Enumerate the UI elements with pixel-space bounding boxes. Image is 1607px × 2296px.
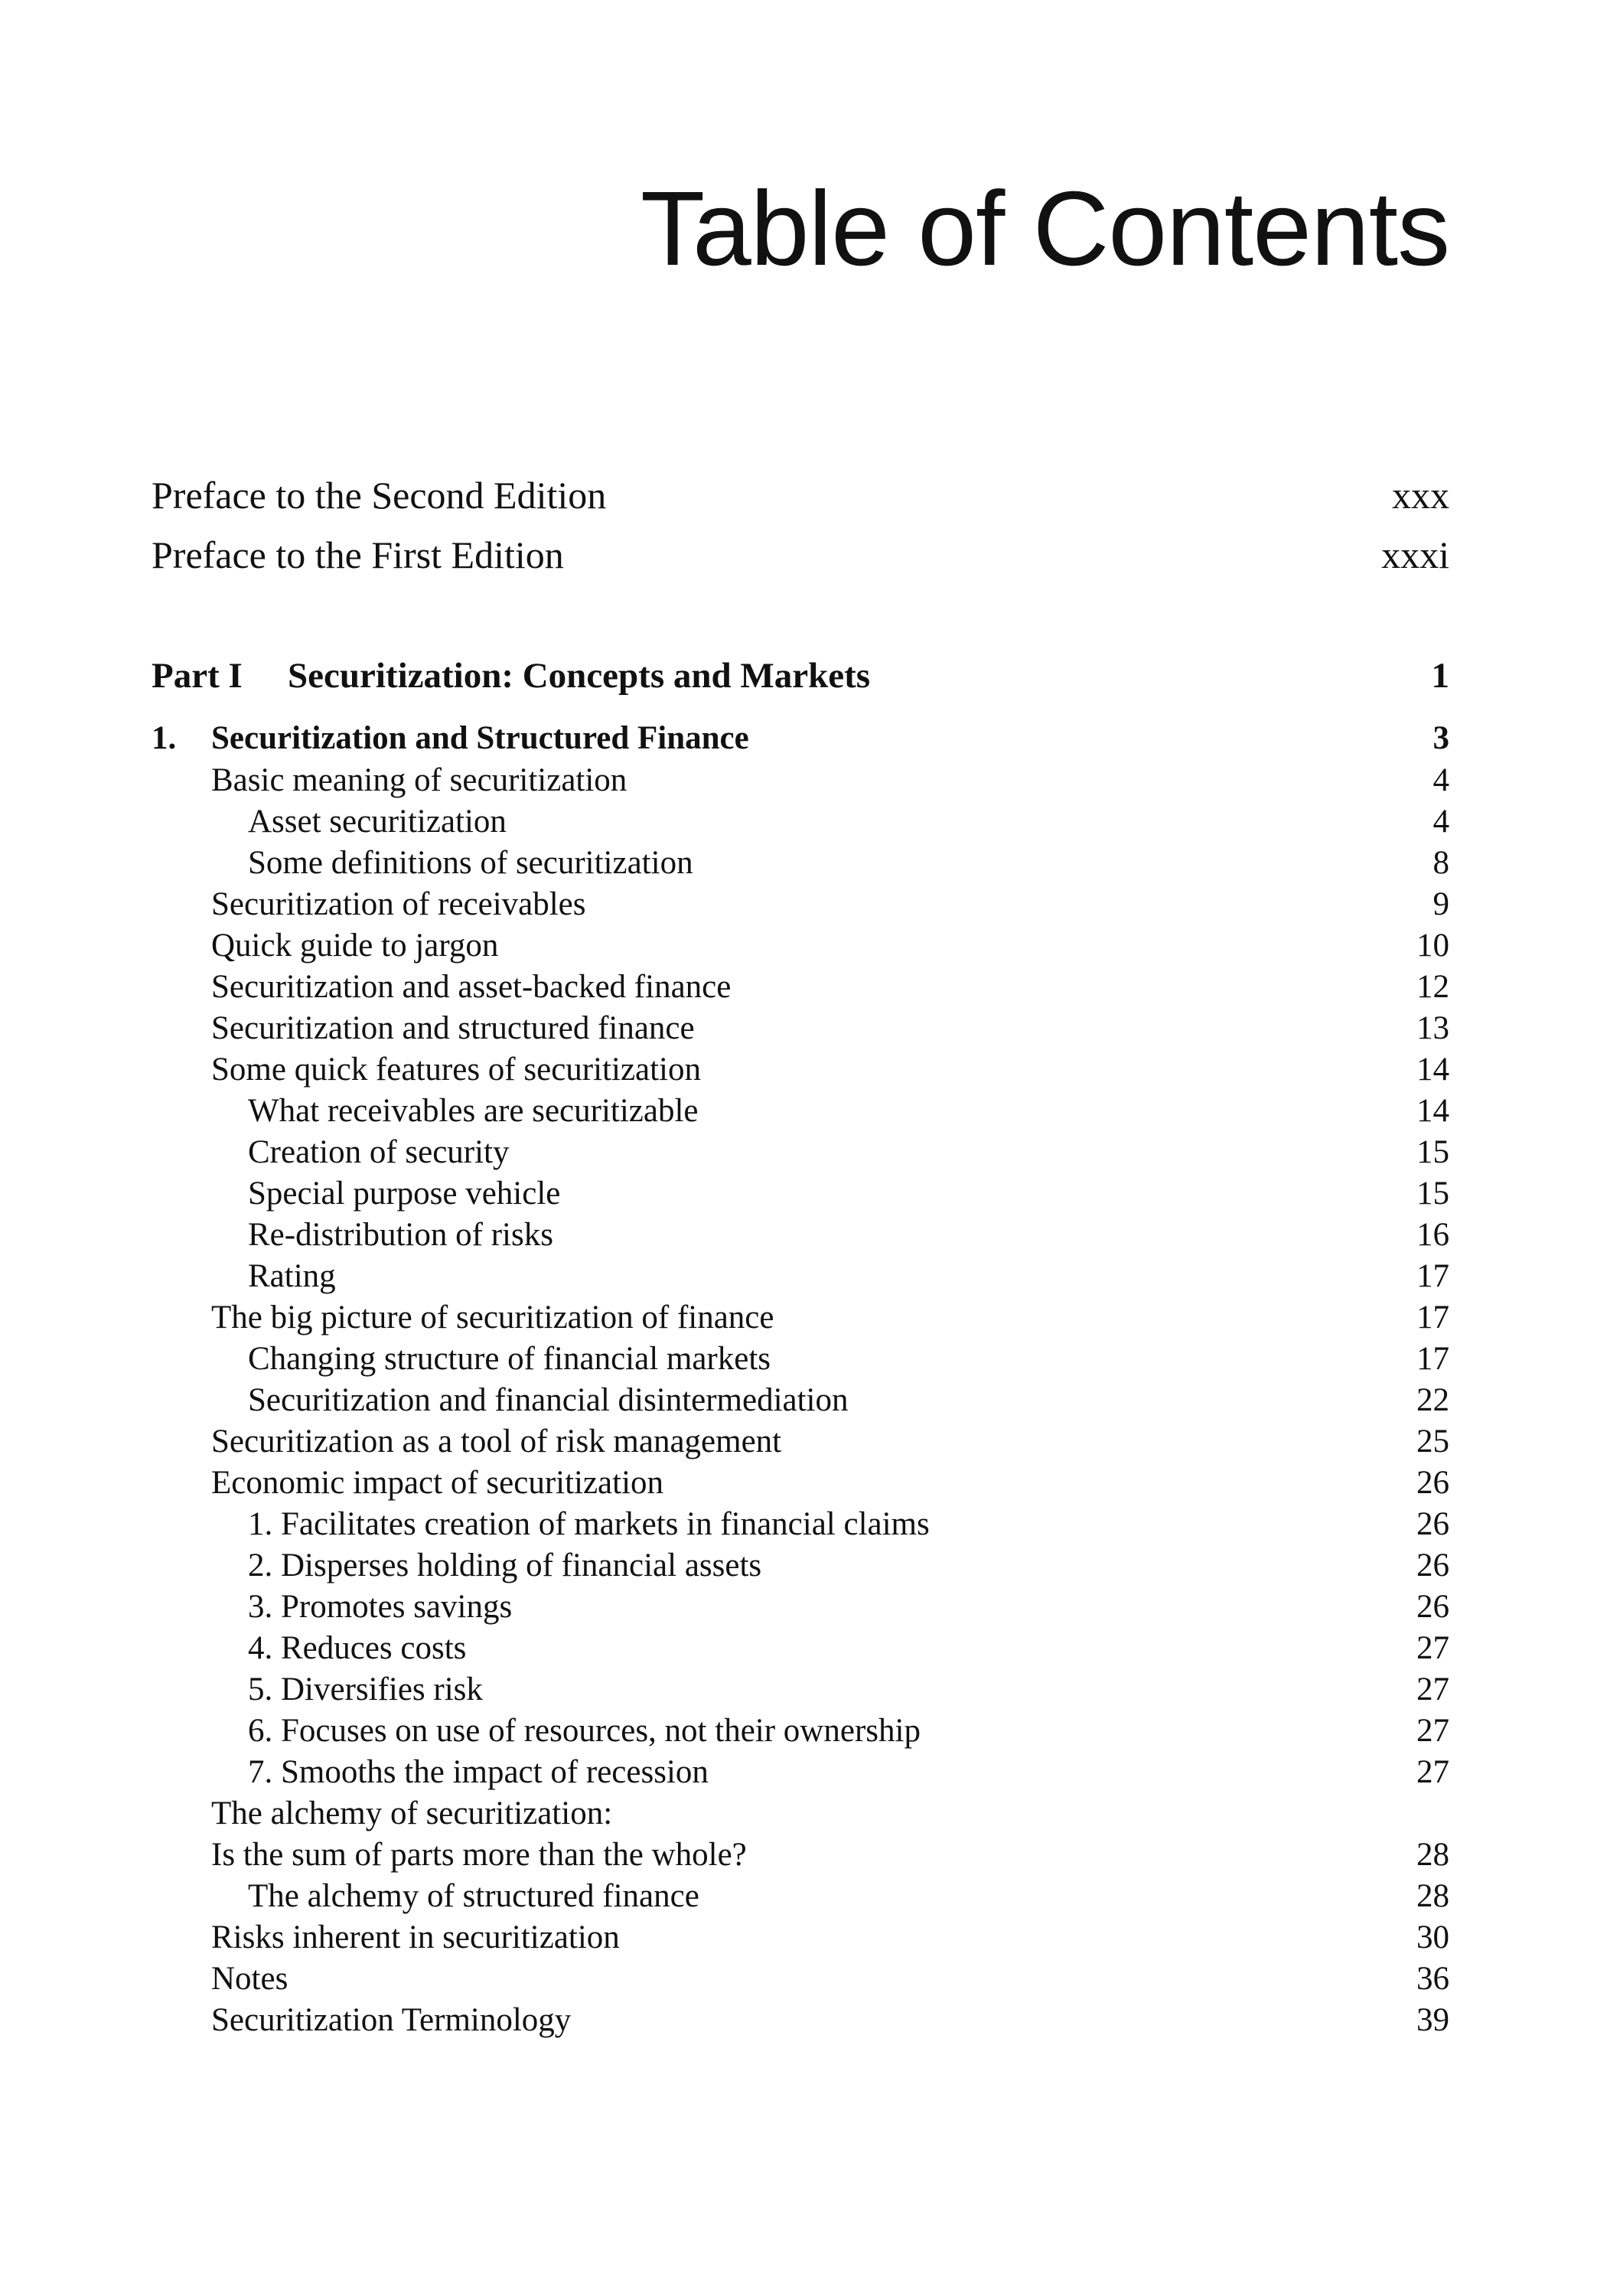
toc-entry-label: 6. Focuses on use of resources, not their ownership: [248, 1713, 921, 1749]
toc-entry-label: Risks inherent in securitization: [211, 1919, 620, 1955]
toc-entry[interactable]: [152, 1092, 1449, 1130]
toc-entry-label: Is the sum of parts more than the whole?: [211, 1837, 747, 1873]
toc-entry-label: The alchemy of securitization:: [211, 1795, 613, 1831]
part-title: Securitization: Concepts and Markets: [288, 656, 871, 696]
toc-chapter-heading[interactable]: [152, 719, 1449, 757]
toc-entry-page: 12: [1416, 969, 1449, 1005]
toc-entry-page: 9: [1433, 886, 1449, 922]
toc-entry[interactable]: [152, 1423, 1449, 1460]
chapter-number: 1.: [152, 720, 177, 756]
toc-entry[interactable]: [152, 1133, 1449, 1171]
toc-entry-label: 1. Facilitates creation of markets in financial claims: [248, 1506, 930, 1542]
toc-entry-label: Securitization and asset-backed finance: [211, 969, 732, 1005]
toc-entry-page: 14: [1416, 1052, 1449, 1088]
toc-entry[interactable]: [152, 1051, 1449, 1088]
toc-list: [152, 0, 1449, 2296]
toc-entry-label: Special purpose vehicle: [248, 1176, 561, 1212]
toc-entry-label: Re-distribution of risks: [248, 1217, 553, 1253]
toc-entry[interactable]: [152, 1960, 1449, 1998]
toc-entry-page: 4: [1433, 804, 1449, 840]
toc-entry-page: 27: [1416, 1754, 1449, 1790]
toc-entry[interactable]: [152, 968, 1449, 1006]
part-page: 1: [1431, 656, 1449, 696]
toc-entry-label: 7. Smooths the impact of recession: [248, 1754, 709, 1790]
toc-entry[interactable]: [152, 1712, 1449, 1750]
toc-entry-label: What receivables are securitizable: [248, 1093, 699, 1129]
toc-entry-label: Creation of security: [248, 1134, 510, 1170]
toc-entry-label: The big picture of securitization of finance: [211, 1300, 774, 1336]
toc-entry-label: Securitization and structured finance: [211, 1010, 695, 1046]
toc-entry-label: Securitization Terminology: [211, 2002, 572, 2038]
toc-entry-label: Asset securitization: [248, 804, 507, 840]
toc-entry-label: Securitization of receivables: [211, 886, 586, 922]
toc-entry-label: Quick guide to jargon: [211, 928, 499, 964]
toc-entry: [152, 1795, 1449, 1832]
page-title: Table of Contents: [640, 170, 1449, 288]
toc-entry[interactable]: [152, 1753, 1449, 1791]
toc-entry-page: 15: [1416, 1176, 1449, 1212]
toc-entry-label: Rating: [248, 1258, 336, 1294]
toc-part-heading[interactable]: [152, 655, 1449, 696]
toc-entry[interactable]: [152, 1919, 1449, 1956]
chapter-title: Securitization and Structured Finance: [211, 720, 749, 756]
toc-entry[interactable]: [152, 1299, 1449, 1336]
toc-preface-first[interactable]: [152, 533, 1449, 577]
toc-entry-page: 10: [1416, 928, 1449, 964]
part-number: Part I: [152, 656, 243, 696]
toc-entry[interactable]: [152, 803, 1449, 840]
toc-entry-label: The alchemy of structured finance: [248, 1878, 699, 1914]
toc-entry-page: 13: [1416, 1010, 1449, 1046]
toc-entry[interactable]: [152, 1257, 1449, 1295]
toc-entry-page: 28: [1416, 1878, 1449, 1914]
toc-entry-label: 5. Diversifies risk: [248, 1671, 483, 1707]
toc-entry[interactable]: [152, 1877, 1449, 1915]
toc-entry-page: 17: [1416, 1300, 1449, 1336]
toc-entry-page: 39: [1416, 2002, 1449, 2038]
toc-entry-page: 26: [1416, 1465, 1449, 1501]
toc-entry-page: xxx: [1392, 474, 1449, 517]
toc-entry[interactable]: [152, 1547, 1449, 1584]
toc-entry[interactable]: [152, 1505, 1449, 1543]
toc-entry-label: Some definitions of securitization: [248, 845, 693, 881]
toc-entry[interactable]: [152, 1588, 1449, 1626]
toc-entry[interactable]: [152, 762, 1449, 799]
toc-entry[interactable]: [152, 1175, 1449, 1212]
toc-entry-label: Basic meaning of securitization: [211, 762, 627, 798]
toc-entry[interactable]: [152, 1671, 1449, 1708]
toc-entry-page: 27: [1416, 1630, 1449, 1666]
toc-entry-page: 36: [1416, 1961, 1449, 1997]
toc-entry-page: 8: [1433, 845, 1449, 881]
toc-entry-page: 17: [1416, 1258, 1449, 1294]
toc-entry-page: 16: [1416, 1217, 1449, 1253]
toc-entry-page: 22: [1416, 1382, 1449, 1418]
toc-entry[interactable]: [152, 1340, 1449, 1378]
toc-preface-second[interactable]: [152, 473, 1449, 517]
toc-entry-label: 4. Reduces costs: [248, 1630, 467, 1666]
toc-entry[interactable]: [152, 844, 1449, 882]
toc-entry-page: 26: [1416, 1548, 1449, 1583]
toc-entry[interactable]: [152, 927, 1449, 964]
toc-entry[interactable]: [152, 1216, 1449, 1254]
toc-entry[interactable]: [152, 1836, 1449, 1874]
toc-entry-label: Preface to the First Edition: [152, 533, 564, 576]
toc-entry[interactable]: [152, 1381, 1449, 1419]
toc-entry-page: 26: [1416, 1506, 1449, 1542]
toc-entry-page: 25: [1416, 1424, 1449, 1459]
toc-entry-label: Economic impact of securitization: [211, 1465, 664, 1501]
toc-entry-page: 27: [1416, 1713, 1449, 1749]
toc-entry-label: 3. Promotes savings: [248, 1589, 513, 1625]
toc-entry-page: xxxi: [1381, 533, 1449, 576]
toc-entry-page: 15: [1416, 1134, 1449, 1170]
toc-entry-label: Securitization as a tool of risk management: [211, 1424, 782, 1459]
chapter-page: 3: [1433, 720, 1449, 756]
toc-entry-page: 30: [1416, 1919, 1449, 1955]
toc-entry-label: Changing structure of financial markets: [248, 1341, 771, 1377]
toc-entry-page: 27: [1416, 1671, 1449, 1707]
toc-entry-label: Preface to the Second Edition: [152, 474, 607, 517]
toc-entry-page: 17: [1416, 1341, 1449, 1377]
toc-entry-page: 28: [1416, 1837, 1449, 1873]
toc-entry-page: 4: [1433, 762, 1449, 798]
toc-entry-label: Securitization and financial disintermediation: [248, 1382, 849, 1418]
toc-entry[interactable]: [152, 1464, 1449, 1502]
toc-entry-label: Some quick features of securitization: [211, 1052, 702, 1088]
toc-entry[interactable]: [152, 2001, 1449, 2039]
toc-entry[interactable]: [152, 885, 1449, 923]
toc-entry-page: 26: [1416, 1589, 1449, 1625]
toc-entry-page: 14: [1416, 1093, 1449, 1129]
toc-entry[interactable]: [152, 1629, 1449, 1667]
toc-entry-label: Notes: [211, 1961, 288, 1997]
toc-entry[interactable]: [152, 1009, 1449, 1047]
toc-entry-label: 2. Disperses holding of financial assets: [248, 1548, 762, 1583]
